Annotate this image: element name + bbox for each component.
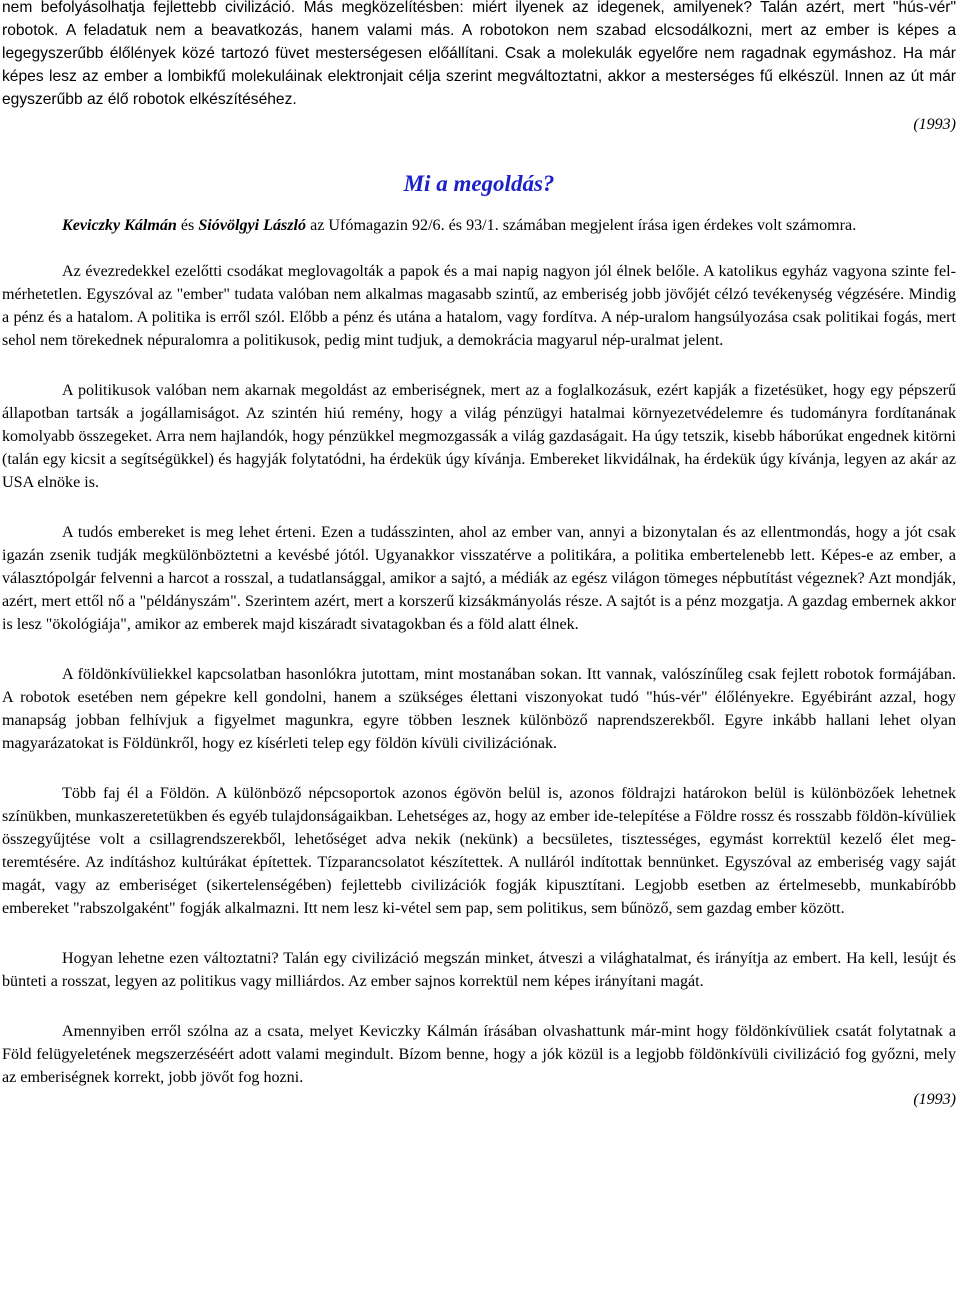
body-paragraph-6: Hogyan lehetne ezen változtatni? Talán egy civilizáció megszán minket, átveszi a világhatalmat, és irányítja az embert. Ha kell, lesújt és bünteti a rosszat, legyen az politikus vagy milliárdos. Az ember sajnos korrektül nem képes irányítani magát. [2, 950, 956, 990]
author-name-1: Keviczky Kálmán [62, 217, 177, 234]
body-paragraph-2: A politikusok valóban nem akarnak megoldást az emberiségnek, mert az a foglalkozásuk, ezért kapják a fizetésüket, hogy egy pépszerű állapotban tartsák a jogállamiságot. Az szintén hiú remény, hogy a világ pénzügyi hatalmai környezetvédelemre és tudományra fordítanának komolyabb összegeket. Arra nem hajlandók, hogy pénzükkel megmozgassák a világ gazdaságait. Ha úgy tetszik, kisebb háborúkat engednek kitörni (talán egy kicsit a segítségükkel) és hagyják folytatódni, ha érdekük úgy kívánja. Embereket likvidálnak, ha érdekük úgy kívánja, legyen az akár az USA elnöke is. [2, 382, 956, 491]
body-paragraph-7: Amennyiben erről szólna az a csata, melyet Keviczky Kálmán írásában olvashattunk már-mint hogy földönkívüliek csatát folytatnak a Föld felügyeletének megszerzéséért adott valami megindult. Bízom benne, hogy a jók közül is a legjobb földönkívüli civilizáció fog győzni, mely az emberiségnek korrekt, jobb jövőt fog hozni. [2, 1023, 956, 1086]
author-name-2: Sióvölgyi László [198, 217, 307, 234]
year-note-end: (1993) [913, 1091, 956, 1108]
year-note: (1993) [913, 116, 956, 133]
body-paragraph-4: A földönkívüliekkel kapcsolatban hasonlókra jutottam, mint mostanában sokan. Itt vannak, valószínűleg csak fejlett robotok formájában. A robotok esetében nem gépekre kell gondolni, hanem a szükséges élettani viszonyokat tudó "hús-vér" élőlényekre. Egyébiránt azzal, hogy manapság jobban felhívjuk a figyelmet magunkra, egyre többen lesznek különböző naprendszerekből. Egyre inkább hallani lehet olyan magyarázatokat is Földünkről, hogy ez kísérleti telep egy földön kívüli civilizációnak. [2, 666, 956, 752]
section-title: Mi a megoldás? [403, 171, 555, 196]
intro-paragraph: nem befolyásolhatja fejlettebb civilizáció. Más megközelítésben: miért ilyenek az idegenek, amilyenek? Talán azért, mert "hús-vér" robotok. A feladatuk nem a beavatkozás, hanem valami más. A robotokon nem szabad elcsodálkozni, mert az ember is képes a legegyszerűbb élőlények közé tartozó füvet mesterségesen előállítani. Csak a molekulák egyelőre nem ragadnak egymáshoz. Ha már képes lesz az ember a lombikfű molekuláinak elektronjait célja szerint megváltoztatni, akkor a mesterséges fű elkészül. Innen az út már egyszerűbb az élő robotok elkészítéséhez. [2, 0, 956, 108]
author-paragraph-text: az Ufómagazin 92/6. és 93/1. számában megjelent írása igen érdekes volt számomra. [306, 217, 857, 234]
author-paragraph [2, 214, 956, 237]
body-paragraph-1: Az évezredekkel ezelőtti csodákat meglovagolták a papok és a mai napig nagyon jól élnek belőle. A katolikus egyház vagyona szinte fel-mérhetetlen. Egyszóval az "ember" tudata valóban nem alkalmas magasabb szintű, az emberiség jobb jövőjét célzó tevékenység végzésére. Mindig a pénz és a hatalom. A politika is erről szól. Előbb a pénz és utána a hatalom, vagy fordítva. A nép-uralom hangsúlyozása csak politikai fogás, mert sehol nem törekednek népuralomra a politikusok, pedig mint tudjuk, a demokrácia magyarul nép-uralmat jelent. [2, 263, 956, 349]
author-connector: és [176, 217, 199, 234]
body-paragraph-5: Több faj él a Földön. A különböző népcsoportok azonos égövön belül is, azonos földrajzi határokon belül is különbözőek lehetnek színükben, munkaszeretetükben és egyéb tulajdonságaikban. Lehetséges az, hogy az ember ide-telepítése a Földre rossz és rosszabb földön-kívüliek összegyűjtése volt a csillagrendszerekből, lehetőséget adva nekik (nekünk) a becsületes, tisztességes, egymást korrektül kezelő élet meg-teremtésére. Az indításhoz kultúrákat építettek. Tízparancsolatot készítettek. A nulláról indítottak bennünket. Egyszóval az emberiség vagy saját magát, vagy az emberiséget (sikertelenségében) fejlettebb civilizációk fogják kipusztítani. Legjobb esetben az értelmesebb, munkabíróbb embereket "rabszolgaként" fogják alkalmazni. Itt nem lesz ki-vétel sem pap, sem politikus, sem bűnöző, sem gazdag ember között. [2, 785, 956, 917]
body-paragraph-3: A tudós embereket is meg lehet érteni. Ezen a tudásszinten, ahol az ember van, annyi a bizonytalan és az ellentmondás, hogy a jót csak igazán zsenik tudják megkülönböztetni a kevésbé jótól. Ugyanakkor visszatérve a politikára, a politika embertelenebb lett. Képes-e az ember, a választópolgár felvenni a harcot a rosszal, a tudatlansággal, amikor a sajtó, a médiák az egész világon tömeges népbutítást végeznek? Azt mondják, azért, mert ettől nő a "példányszám". Szerintem azért, mert a korszerű kizsákmányolás része. A sajtót is a pénz mozgatja. A gazdag embernek akkor is lesz "ökológiája", amikor az emberek majd kiszáradt sivatagokban és a föld alatt élnek. [2, 524, 956, 633]
